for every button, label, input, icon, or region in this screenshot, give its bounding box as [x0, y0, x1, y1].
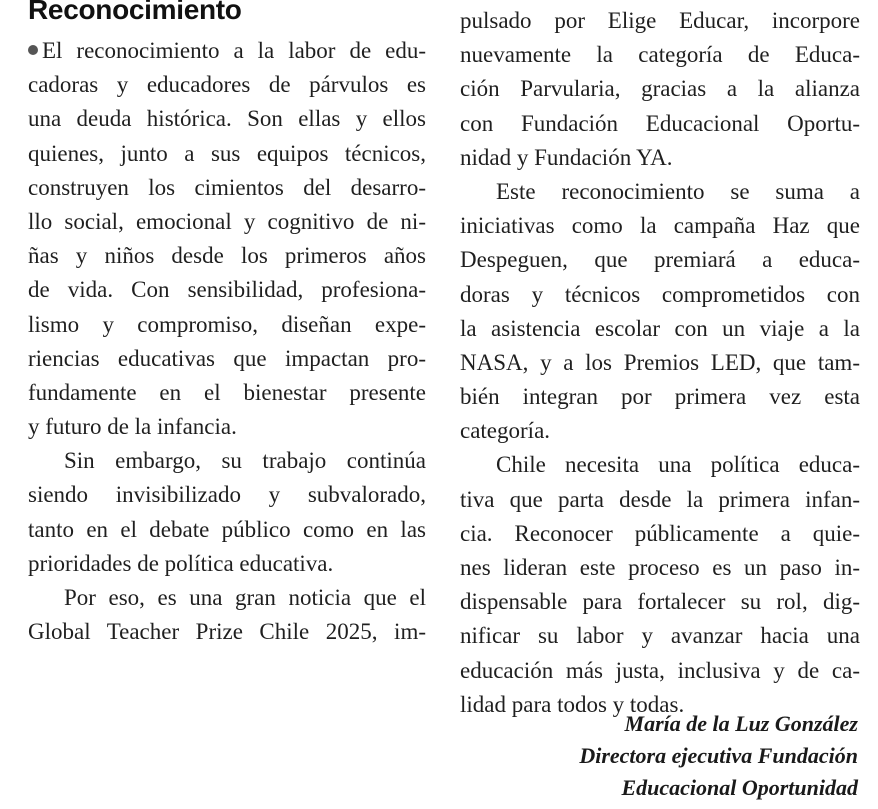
paragraph-line: El reconocimiento a la labor de edu- — [28, 34, 426, 68]
signature-role: Directora ejecutiva Fundación — [579, 743, 858, 768]
paragraph-line: nidad y Fundación YA. — [460, 144, 673, 170]
paragraph-line: categoría. — [460, 418, 551, 444]
paragraph-line: dispensable para fortalecer su rol, dig- — [460, 589, 860, 615]
paragraph-line: Global Teacher Prize Chile 2025, im- — [28, 619, 426, 645]
signature-name: María de la Luz González — [624, 711, 858, 736]
paragraph-line: quienes, junto a sus equipos técnicos, — [28, 140, 426, 166]
paragraph-line: y futuro de la infancia. — [28, 414, 237, 440]
paragraph-line: nes lideran este proceso es un paso in- — [460, 555, 860, 580]
paragraph-line: la asistencia escolar con un viaje a la — [460, 315, 860, 341]
paragraph-line: de vida. Con sensibilidad, profesiona- — [28, 277, 426, 303]
paragraph-line: construyen los cimientos del desarro- — [28, 174, 426, 200]
paragraph-line: cadoras y educadores de párvulos es — [28, 72, 426, 98]
paragraph-line: nificar su labor y avanzar hacia una — [460, 623, 860, 649]
bullet-icon — [28, 45, 38, 55]
paragraph-line: Despeguen, que premiará a educa- — [460, 247, 860, 273]
paragraph-line: iniciativas como la campaña Haz que — [460, 213, 860, 239]
paragraph-line: con Fundación Educacional Oportu- — [460, 110, 860, 136]
paragraph-line: siendo invisibilizado y subvalorado, — [28, 482, 426, 508]
paragraph-line: prioridades de política educativa. — [28, 550, 334, 576]
paragraph-line: pulsado por Elige Educar, incorpore — [460, 8, 860, 33]
paragraph-line: una deuda histórica. Son ellas y ellos — [28, 106, 426, 132]
paragraph-line: lismo y compromiso, diseñan expe- — [28, 311, 426, 337]
paragraph-line: tanto en el debate público como en las — [28, 516, 426, 542]
paragraph-line: NASA, y a los Premios LED, que tam- — [460, 349, 860, 375]
paragraph-line: Por eso, es una gran noticia que el — [64, 585, 426, 610]
paragraph-line: Sin embargo, su trabajo continúa — [64, 448, 426, 474]
paragraph-line: Este reconocimiento se suma a — [496, 178, 860, 204]
signature-block — [579, 708, 858, 804]
paragraph-line: llo social, emocional y cognitivo de ni- — [28, 208, 426, 234]
paragraph-line: Chile necesita una política educa- — [496, 452, 860, 478]
paragraph-line: lidad para todos y todas. — [460, 691, 685, 717]
paragraph-line: nuevamente la categoría de Educa- — [460, 42, 860, 68]
paragraph-line: cia. Reconocer públicamente a quie- — [460, 520, 860, 546]
signature-organization: Educacional Oportunidad — [621, 775, 858, 800]
paragraph-line: fundamente en el bienestar presente — [28, 379, 426, 405]
paragraph-line: ción Parvularia, gracias a la alianza — [460, 76, 860, 102]
paragraph-line: riencias educativas que impactan pro- — [28, 345, 426, 371]
paragraph-line: tiva que parta desde la primera infan- — [460, 486, 860, 512]
paragraph-line: bién integran por primera vez esta — [460, 384, 860, 410]
left-column — [28, 34, 426, 649]
paragraph-line: ñas y niños desde los primeros años — [28, 243, 426, 269]
section-heading: Reconocimiento — [28, 0, 242, 25]
paragraph-line: doras y técnicos comprometidos con — [460, 281, 860, 307]
right-column — [460, 4, 860, 722]
paragraph-line: educación más justa, inclusiva y de ca- — [460, 657, 860, 683]
